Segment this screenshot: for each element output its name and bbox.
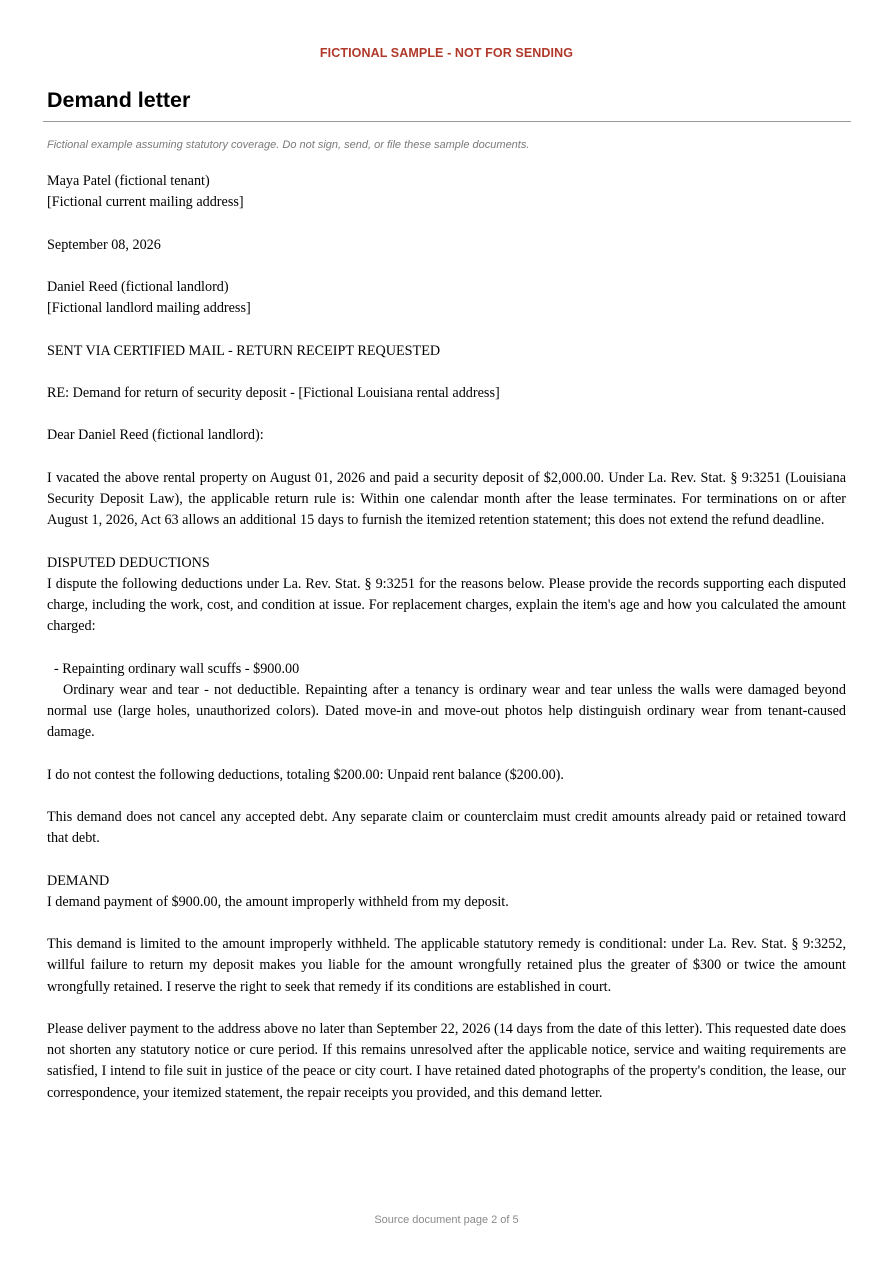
disputed-heading: DISPUTED DEDUCTIONS bbox=[47, 554, 210, 571]
sender-block bbox=[47, 171, 846, 213]
recipient-name: Daniel Reed (fictional landlord) bbox=[47, 278, 229, 295]
salutation: Dear Daniel Reed (fictional landlord): bbox=[47, 427, 264, 444]
sample-banner: FICTIONAL SAMPLE - NOT FOR SENDING bbox=[319, 46, 574, 60]
disputed-paragraph: I dispute the following deductions under La. Rev. Stat. § 9:3251 for the reasons below. Please provide the records supporting each disputed charge, including the work, cost, and condition at issue. For replacement charges, explain the item's age and how you calculated the amount charged: bbox=[47, 575, 846, 635]
uncontested-paragraph: I do not contest the following deductions, totaling $200.00: Unpaid rent balance ($200.00). bbox=[47, 766, 564, 783]
letter-date: September 08, 2026 bbox=[47, 236, 161, 253]
document-title: Demand letter bbox=[47, 88, 191, 112]
deduction-item-reason: Ordinary wear and tear - not deductible. Repainting after a tenancy is ordinary wear and tear unless the walls were damaged beyond normal use (large holes, unauthorized colors). Dated move-in and move-out photos help distinguish ordinary wear from tenant-caused damage. bbox=[47, 681, 846, 741]
sender-address: [Fictional current mailing address] bbox=[47, 194, 244, 211]
recipient-block bbox=[47, 277, 846, 319]
deduction-item-title: - Repainting ordinary wall scuffs - $900.00 bbox=[54, 660, 300, 677]
delivery-method: SENT VIA CERTIFIED MAIL - RETURN RECEIPT REQUESTED bbox=[47, 342, 441, 359]
re-line: RE: Demand for return of security deposit - [Fictional Louisiana rental address] bbox=[47, 384, 500, 401]
letter-body bbox=[47, 171, 846, 1125]
remedy-paragraph: This demand is limited to the amount improperly withheld. The applicable statutory remedy is conditional: under La. Rev. Stat. § 9:3252, willful failure to return my deposit makes you liable for the amount wrongfully retained plus the greater of $300 or twice the amount wrongfully retained. I reserve the right to seek that remedy if its conditions are established in court. bbox=[47, 936, 846, 995]
page-footer: Source document page 2 of 5 bbox=[374, 1214, 519, 1226]
intro-paragraph: I vacated the above rental property on August 01, 2026 and paid a security deposit of $2,000.00. Under La. Rev. Stat. § 9:3251 (Louisiana Security Deposit Law), the applicable return rule is: Within one calendar month after the lease terminates. For terminations on or after August 1, 2026, Act 63 allows an additional 15 days to furnish the itemized retention statement; this does not extend the refund deadline. bbox=[47, 469, 846, 529]
recipient-address: [Fictional landlord mailing address] bbox=[47, 300, 251, 317]
disclaimer-note: Fictional example assuming statutory coverage. Do not sign, send, or file these sample documents. bbox=[47, 139, 530, 151]
debt-note-paragraph: This demand does not cancel any accepted debt. Any separate claim or counterclaim must credit amounts already paid or retained toward that debt. bbox=[47, 808, 846, 847]
sender-name: Maya Patel (fictional tenant) bbox=[47, 173, 210, 189]
title-divider bbox=[43, 121, 851, 122]
demand-heading: DEMAND bbox=[47, 872, 110, 889]
closing-paragraph: Please deliver payment to the address above no later than September 22, 2026 (14 days from the date of this letter). This requested date does not shorten any statutory notice or cure period. If this remains unresolved after the applicable notice, service and waiting requirements are satisfied, I intend to file suit in justice of the peace or city court. I have retained dated photographs of the property's condition, the lease, our correspondence, your itemized statement, the repair receipts you provided, and this demand letter. bbox=[47, 1020, 846, 1101]
demand-paragraph: I demand payment of $900.00, the amount improperly withheld from my deposit. bbox=[47, 893, 509, 910]
